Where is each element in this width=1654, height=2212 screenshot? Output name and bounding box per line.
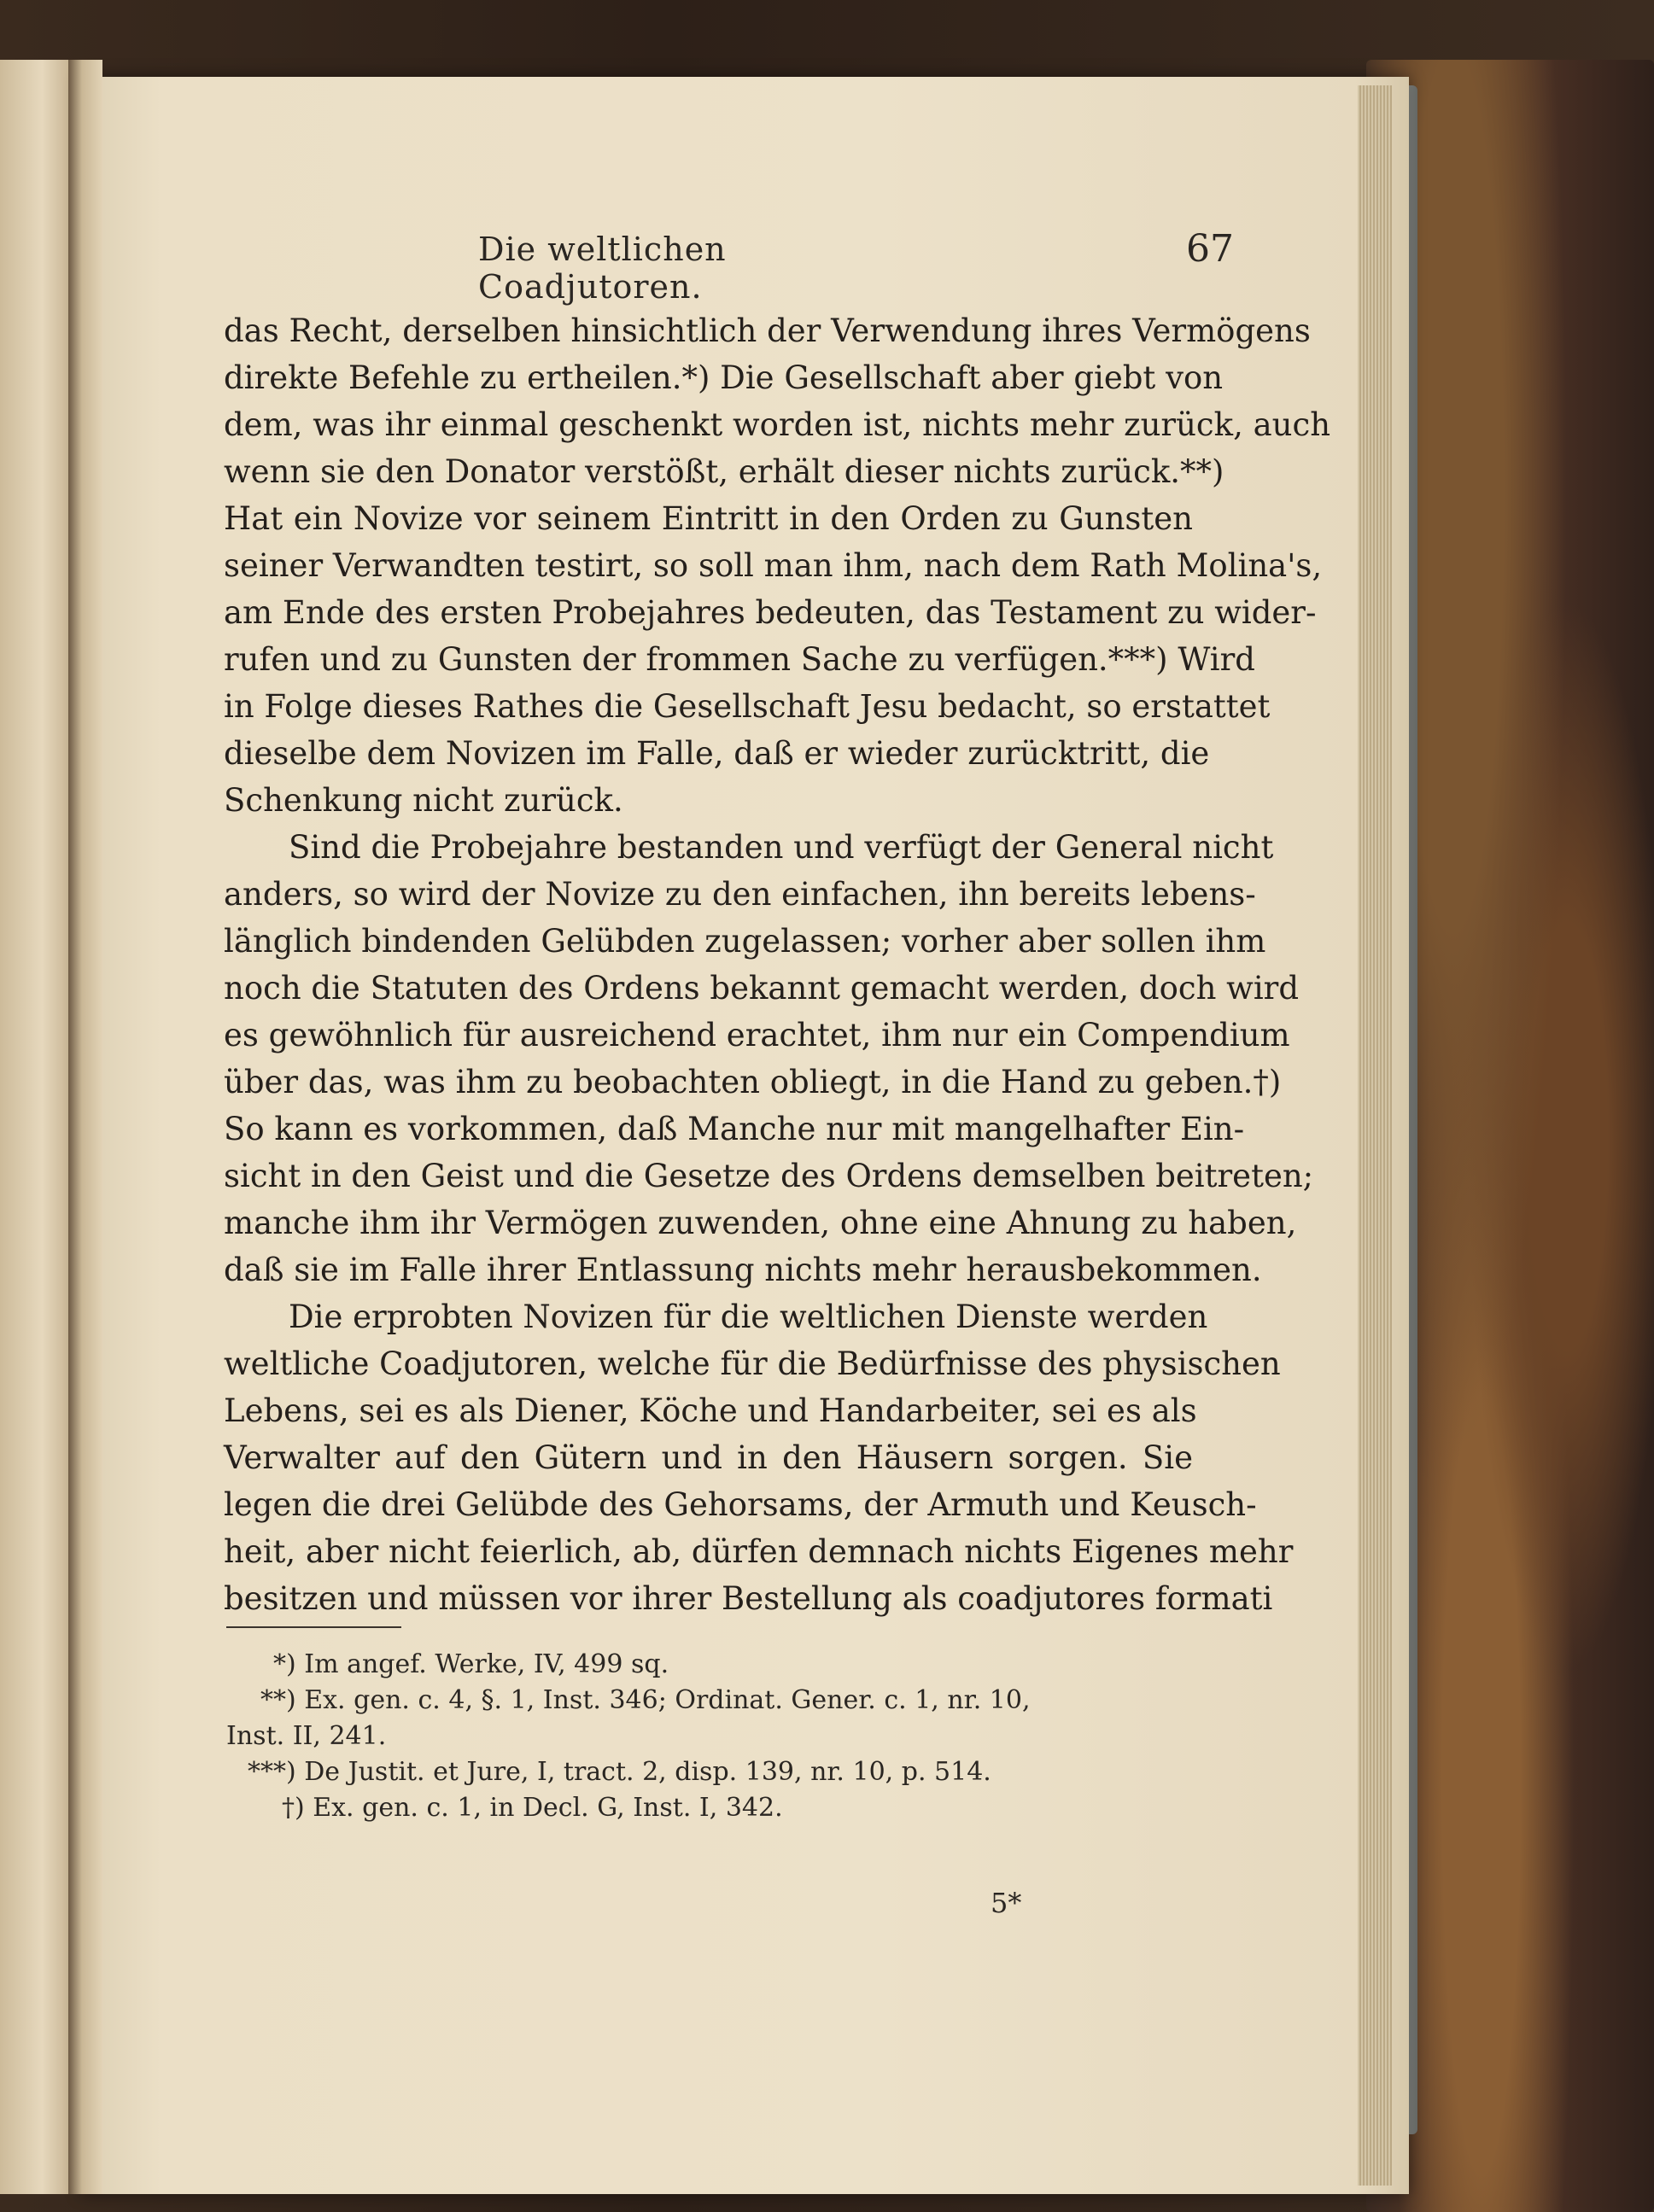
footnote-line: †) Ex. gen. c. 1, in Decl. G, Inst. I, 342. [282,1793,783,1823]
body-line: Lebens, sei es als Diener, Köche und Handarbeiter, sei es als [224,1392,1197,1429]
page-number: 67 [1186,227,1234,271]
body-line: manche ihm ihr Vermögen zuwenden, ohne eine Ahnung zu haben, [224,1205,1297,1241]
footnote-divider [226,1626,401,1628]
footnote-line: ***) De Justit. et Jure, I, tract. 2, disp. 139, nr. 10, p. 514. [248,1757,991,1787]
body-line: besitzen und müssen vor ihrer Bestellung als coadjutores formati [224,1580,1273,1617]
body-line: wenn sie den Donator verstößt, erhält dieser nichts zurück.**) [224,453,1224,490]
body-line: Verwalter auf den Gütern und in den Häusern sorgen. Sie [224,1439,1193,1476]
body-line: dem, was ihr einmal geschenkt worden ist, nichts mehr zurück, auch [224,406,1331,443]
body-line: Hat ein Novize vor seinem Eintritt in den Orden zu Gunsten [224,500,1193,537]
body-line: Schenkung nicht zurück. [224,782,623,819]
body-line: legen die drei Gelübde des Gehorsams, der Armuth und Keusch- [224,1486,1257,1523]
body-line: länglich bindenden Gelübden zugelassen; vorher aber sollen ihm [224,923,1266,960]
body-line: direkte Befehle zu ertheilen.*) Die Gesellschaft aber giebt von [224,359,1224,396]
body-line: am Ende des ersten Probejahres bedeuten, das Testament zu wider- [224,594,1317,631]
body-line: dieselbe dem Novizen im Falle, daß er wieder zurücktritt, die [224,735,1210,772]
running-header: Die weltlichen Coadjutoren. [478,231,727,306]
body-line: in Folge dieses Rathes die Gesellschaft Jesu bedacht, so erstattet [224,688,1271,725]
body-line: So kann es vorkommen, daß Manche nur mit mangelhafter Ein- [224,1111,1245,1147]
body-line: Die erprobten Novizen für die weltlichen Dienste werden [289,1299,1208,1335]
body-line: über das, was ihm zu beobachten obliegt, in die Hand zu geben.†) [224,1064,1282,1100]
body-line: anders, so wird der Novize zu den einfachen, ihn bereits lebens- [224,876,1256,913]
body-line: das Recht, derselben hinsichtlich der Verwendung ihres Vermögens [224,312,1311,349]
body-line: rufen und zu Gunsten der frommen Sache zu verfügen.***) Wird [224,641,1255,678]
body-line: daß sie im Falle ihrer Entlassung nichts mehr herausbekommen. [224,1252,1262,1288]
body-line: heit, aber nicht feierlich, ab, dürfen demnach nichts Eigenes mehr [224,1533,1294,1570]
body-line: sicht in den Geist und die Gesetze des Ordens demselben beitreten; [224,1158,1314,1194]
printer-signature-mark: 5* [991,1887,1022,1919]
body-line: weltliche Coadjutoren, welche für die Bedürfnisse des physischen [224,1345,1281,1382]
footnote-line: Inst. II, 241. [226,1721,387,1751]
footnote-line: **) Ex. gen. c. 4, §. 1, Inst. 346; Ordinat. Gener. c. 1, nr. 10, [260,1685,1031,1715]
body-line: seiner Verwandten testirt, so soll man ihm, nach dem Rath Molina's, [224,547,1323,584]
body-line: es gewöhnlich für ausreichend erachtet, ihm nur ein Compendium [224,1017,1290,1053]
footnote-line: *) Im angef. Werke, IV, 499 sq. [273,1649,669,1679]
body-line: Sind die Probejahre bestanden und verfügt der General nicht [289,829,1274,866]
body-line: noch die Statuten des Ordens bekannt gemacht werden, doch wird [224,970,1300,1007]
